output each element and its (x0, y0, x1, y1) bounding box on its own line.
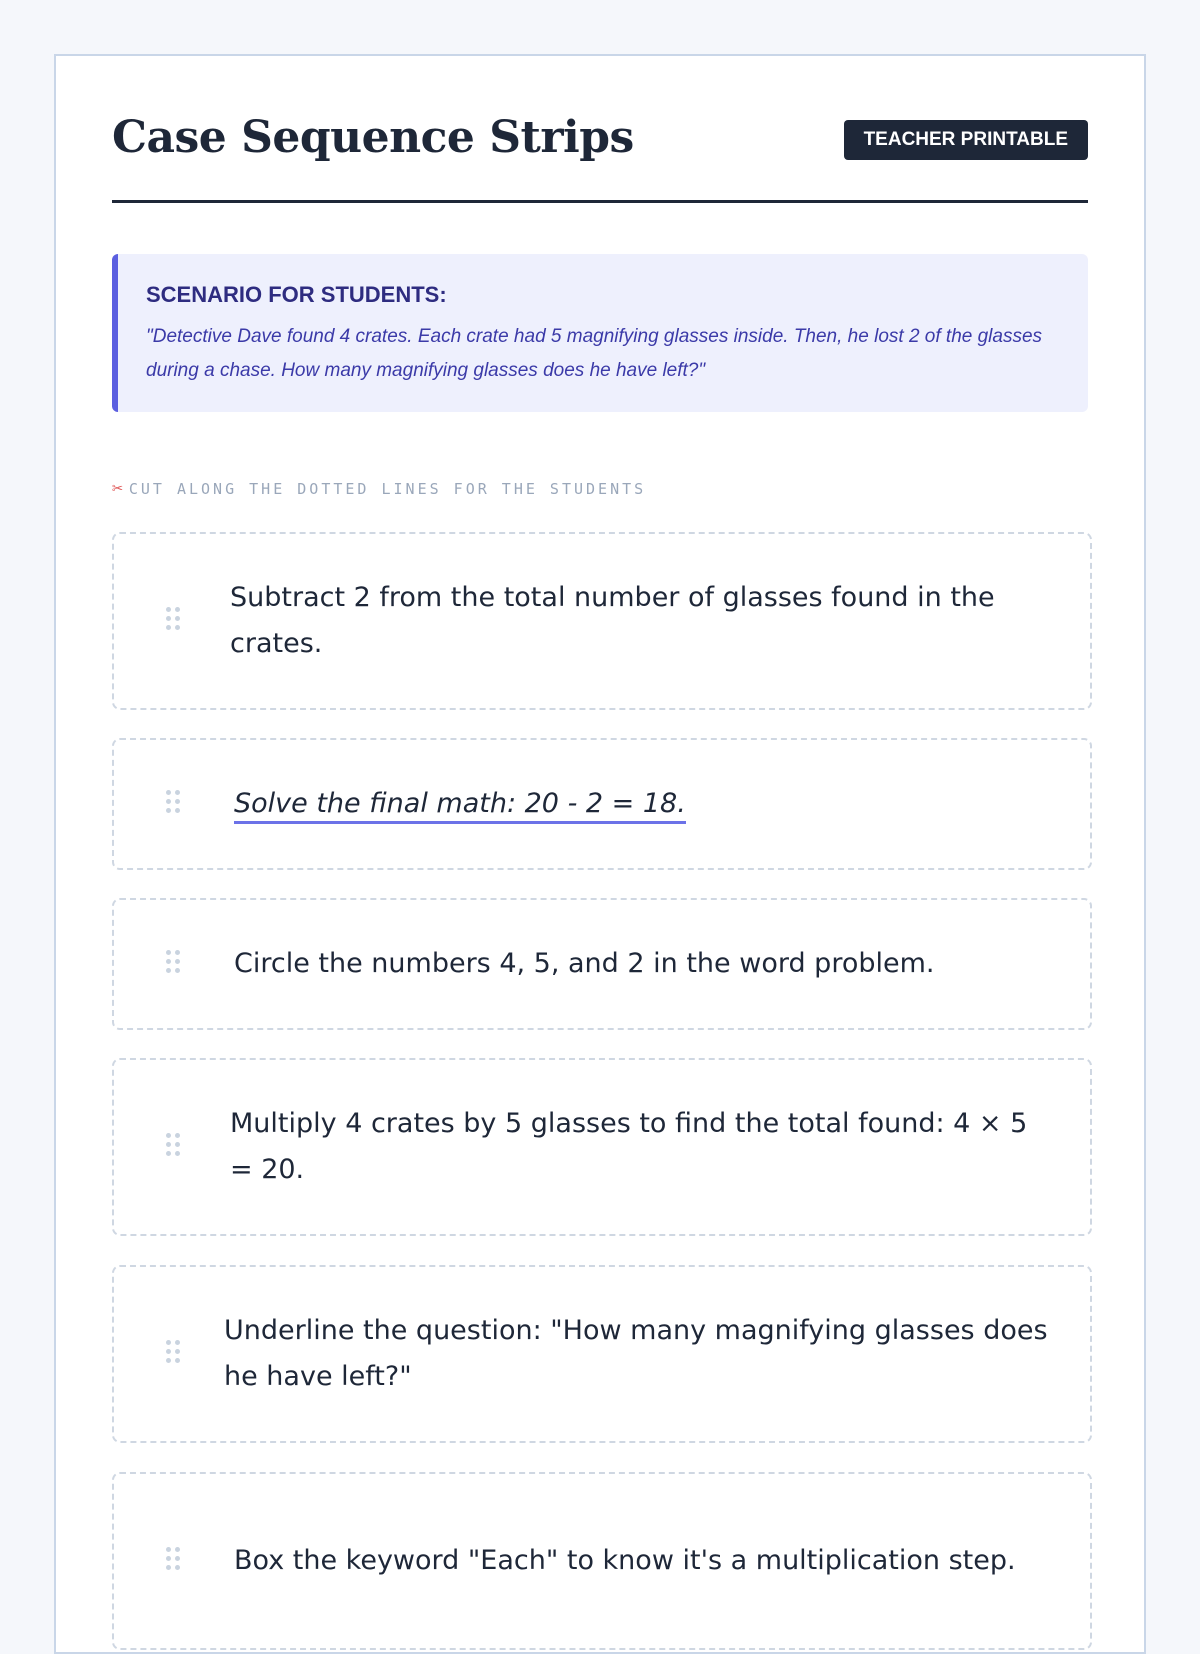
drag-handle-icon[interactable] (166, 607, 182, 635)
scenario-label: SCENARIO FOR STUDENTS: (146, 282, 447, 307)
strip-text (234, 781, 1050, 827)
scissors-icon: ✂ (112, 478, 123, 499)
strip-text: Box the keyword "Each" to know it's a multiplication step. (234, 1545, 1016, 1576)
strip-text-underlined: Solve the final math: 20 - 2 = 18. (234, 788, 686, 824)
cut-instruction (112, 478, 646, 499)
teacher-printable-badge: TEACHER PRINTABLE (844, 120, 1088, 160)
drag-handle-icon[interactable] (166, 1340, 182, 1368)
cut-instruction-text: CUT ALONG THE DOTTED LINES FOR THE STUDENTS (128, 480, 647, 498)
strip-text: Circle the numbers 4, 5, and 2 in the word problem. (234, 948, 935, 979)
scenario-box (112, 254, 1088, 412)
sequence-strip[interactable] (112, 1058, 1092, 1236)
sequence-strip[interactable] (112, 898, 1092, 1030)
page-title: Case Sequence Strips (112, 112, 634, 163)
worksheet-page (54, 54, 1146, 1654)
sequence-strip[interactable] (112, 1265, 1092, 1443)
sequence-strip[interactable] (112, 738, 1092, 870)
drag-handle-icon[interactable] (166, 1547, 182, 1575)
header (112, 112, 1088, 203)
drag-handle-icon[interactable] (166, 790, 182, 818)
strip-text: Subtract 2 from the total number of glasses found in the crates. (230, 582, 995, 659)
drag-handle-icon[interactable] (166, 1133, 182, 1161)
strip-text: Underline the question: "How many magnifying glasses does he have left?" (224, 1315, 1048, 1392)
drag-handle-icon[interactable] (166, 950, 182, 978)
strip-text: Multiply 4 crates by 5 glasses to find the total found: 4 × 5 = 20. (230, 1108, 1028, 1185)
scenario-text: "Detective Dave found 4 crates. Each crate had 5 magnifying glasses inside. Then, he lost 2 of the glasses during a chase. How many magnifying glasses does he have left?" (146, 326, 1043, 381)
sequence-strip[interactable] (112, 532, 1092, 710)
sequence-strip[interactable] (112, 1472, 1092, 1650)
